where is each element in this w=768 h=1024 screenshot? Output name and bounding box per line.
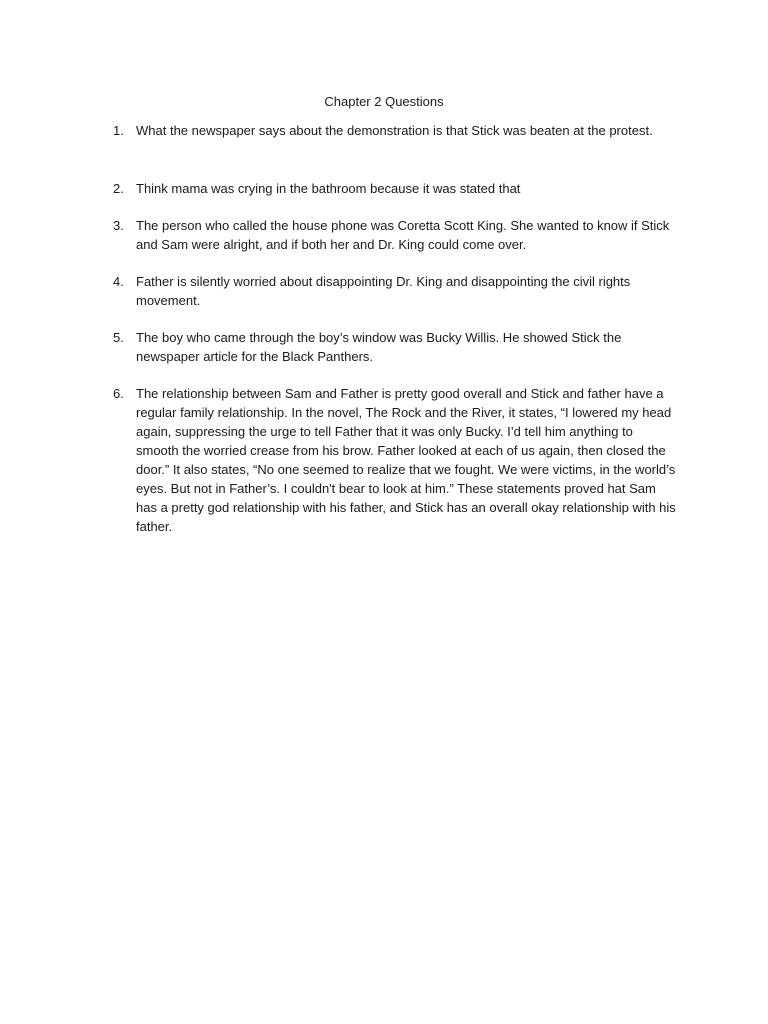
question-item-6	[104, 384, 676, 536]
question-number: 1.	[113, 123, 124, 138]
question-number: 4.	[113, 274, 124, 289]
question-item-1	[104, 121, 676, 140]
question-answer-text: What the newspaper says about the demonstration is that Stick was beaten at the protest.	[136, 123, 653, 138]
question-answer-text: The relationship between Sam and Father is pretty good overall and Stick and father have a regular family relationship. In the novel, The Rock and the River, it states, “I lowered my head again, suppressing the urge to tell Father that it was only Bucky. I’d tell him anything to smooth the worried crease from his brow. Father looked at each of us again, then closed the door.” It also states, “No one seemed to realize that we fought. We were victims, in the world’s eyes. But not in Father’s. I couldn't bear to look at him.” These statements proved hat Sam has a pretty god relationship with his father, and Stick has an overall okay relationship with his father.	[136, 386, 676, 534]
question-number: 2.	[113, 181, 124, 196]
question-item-5	[104, 328, 676, 366]
question-number: 3.	[113, 218, 124, 233]
question-item-3	[104, 216, 676, 254]
question-number: 5.	[113, 330, 124, 345]
question-item-4	[104, 272, 676, 310]
question-answer-text: Think mama was crying in the bathroom because it was stated that	[136, 181, 521, 196]
question-answer-text: The boy who came through the boy’s window was Bucky Willis. He showed Stick the newspaper article for the Black Panthers.	[136, 330, 622, 364]
document-title: Chapter 2 Questions	[324, 94, 444, 109]
question-list	[104, 121, 676, 554]
question-item-2	[104, 179, 676, 198]
question-answer-text: Father is silently worried about disappointing Dr. King and disappointing the civil rights movement.	[136, 274, 631, 308]
question-number: 6.	[113, 386, 124, 401]
question-answer-text: The person who called the house phone was Coretta Scott King. She wanted to know if Stick and Sam were alright, and if both her and Dr. King could come over.	[136, 218, 670, 252]
